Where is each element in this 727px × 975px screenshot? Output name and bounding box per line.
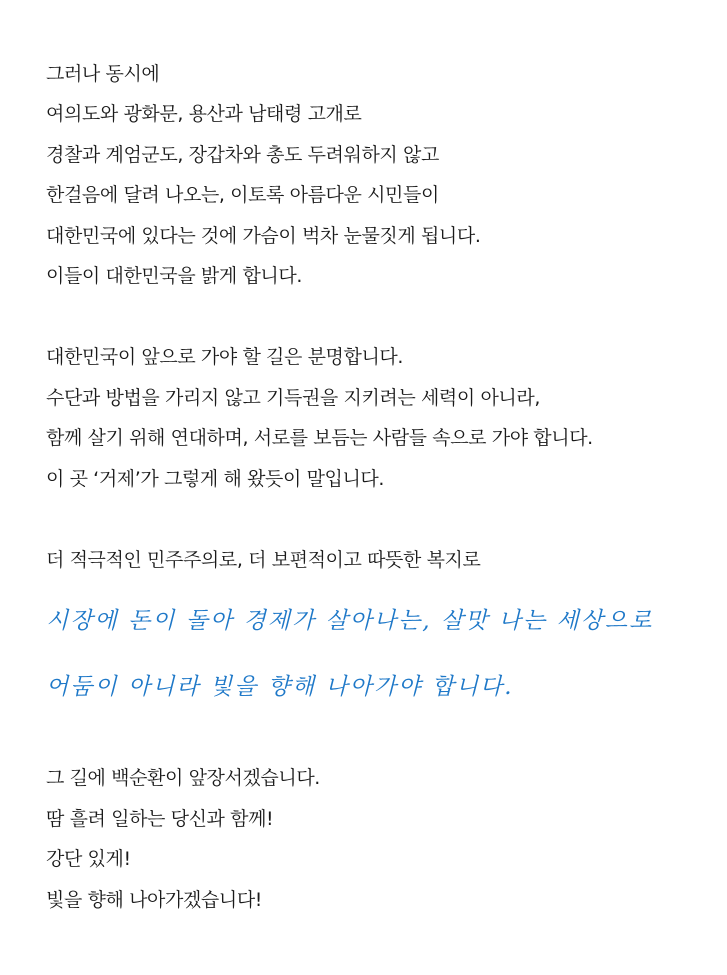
- text-line: 빛을 향해 나아가겠습니다!: [46, 889, 262, 911]
- text-line: 함께 살기 위해 연대하며, 서로를 보듬는 사람들 속으로 가야 합니다.: [46, 427, 593, 449]
- text-line: 그러나 동시에: [46, 63, 160, 85]
- text-line: 한걸음에 달려 나오는, 이토록 아름다운 시민들이: [46, 184, 439, 206]
- text-line: 경찰과 계엄군도, 장갑차와 총도 두려워하지 않고: [46, 144, 439, 166]
- text-line: 강단 있게!: [46, 848, 131, 870]
- text-line: 대한민국에 있다는 것에 가슴이 벅차 눈물짓게 됩니다.: [46, 225, 481, 247]
- text-line: 이들이 대한민국을 밝게 합니다.: [46, 265, 302, 287]
- text-line: 그 길에 백순환이 앞장서겠습니다.: [46, 767, 320, 789]
- handwritten-line: 어둠이 아니라 빛을 향해 나아가야 합니다.: [46, 674, 514, 700]
- text-line: 수단과 방법을 가리지 않고 기득권을 지키려는 세력이 아니라,: [46, 387, 540, 409]
- text-line: 대한민국이 앞으로 가야 할 길은 분명합니다.: [46, 346, 404, 368]
- handwritten-line: 시장에 돈이 돌아 경제가 살아나는, 살맛 나는 세상으로: [46, 608, 654, 634]
- text-line: 더 적극적인 민주주의로, 더 보편적이고 따뜻한 복지로: [46, 549, 481, 571]
- text-line: 여의도와 광화문, 용산과 남태령 고개로: [46, 103, 362, 125]
- text-line: 이 곳 ‘거제’가 그렇게 해 왔듯이 말입니다.: [46, 468, 385, 490]
- text-line: 땀 흘려 일하는 당신과 함께!: [46, 808, 274, 830]
